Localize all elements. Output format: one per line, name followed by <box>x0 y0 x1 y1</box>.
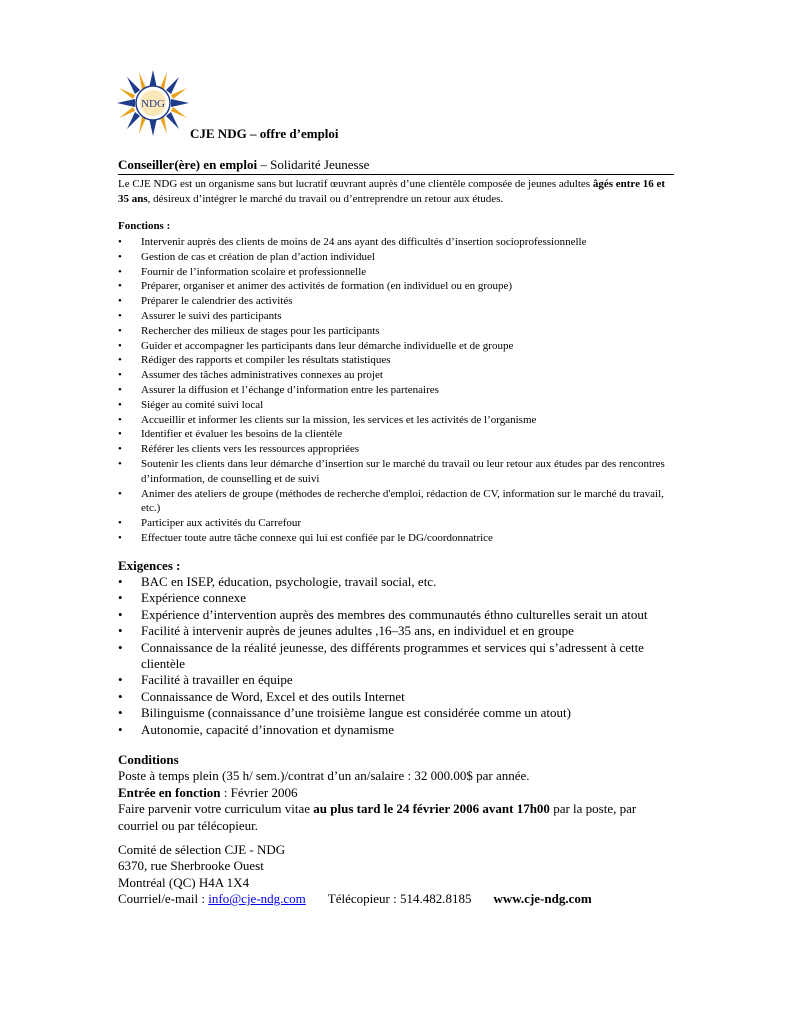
sun-logo-icon <box>115 68 191 138</box>
page-title: CJE NDG – offre d’emploi <box>190 126 339 141</box>
intro-text-1: Le CJE NDG est un organisme sans but lucratif œuvrant auprès d’une clientèle composée de jeunes adultes <box>118 178 593 190</box>
conditions-salary: Poste à temps plein (35 h/ sem.)/contrat d’un an/salaire : 32 000.00$ par année. <box>118 768 530 784</box>
contact-city: Montréal (QC) H4A 1X4 <box>118 874 250 890</box>
conditions-heading: Conditions <box>118 752 179 767</box>
list-item: • Bilinguisme (connaissance d’une troisième langue est considérée comme un atout) <box>118 705 678 721</box>
list-item: • BAC en ISEP, éducation, psychologie, travail social, etc. <box>118 574 678 590</box>
list-item: • Siéger au comité suivi local <box>118 398 678 413</box>
logo-text: NDG <box>141 98 165 110</box>
list-item: • Guider et accompagner les participants dans leur démarche individuelle et de groupe <box>118 339 678 354</box>
list-item: • Fournir de l’information scolaire et professionnelle <box>118 265 678 280</box>
start-value: : Février 2006 <box>220 784 298 800</box>
list-item: • Gestion de cas et création de plan d’action individuel <box>118 250 678 265</box>
list-item: • Expérience connexe <box>118 590 678 606</box>
email-label: Courriel/e-mail : <box>118 891 209 907</box>
exigences-heading: Exigences : <box>118 558 181 573</box>
list-item: • Rédiger des rapports et compiler les résultats statistiques <box>118 353 678 368</box>
list-item: • Soutenir les clients dans leur démarche d’insertion sur le marché du travail ou leur retour aux études par des rencontres d’information, de counselling et de suivi <box>118 457 678 487</box>
list-item: • Facilité à intervenir auprès de jeunes adultes ,16–35 ans, en individuel et en groupe <box>118 623 678 639</box>
intro-paragraph <box>118 177 678 207</box>
contact-street: 6370, rue Sherbrooke Ouest <box>118 858 264 874</box>
cje-ndg-logo <box>115 68 191 138</box>
fax-number: Télécopieur : 514.482.8185 <box>327 891 472 907</box>
list-item: • Assurer la diffusion et l’échange d’information entre les partenaires <box>118 383 678 398</box>
job-title-rest: – Solidarité Jeunesse <box>257 157 370 172</box>
list-item: • Assurer le suivi des participants <box>118 309 678 324</box>
list-item: • Intervenir auprès des clients de moins de 24 ans ayant des difficultés d’insertion socioprofessionnelle <box>118 235 678 250</box>
list-item: • Préparer, organiser et animer des activités de formation (en individuel ou en groupe) <box>118 279 678 294</box>
conditions-section <box>118 752 678 834</box>
list-item: • Préparer le calendrier des activités <box>118 294 678 309</box>
intro-text-2: , désireux d’intégrer le marché du travail ou d’entreprendre un retour aux études. <box>147 193 504 205</box>
list-item: • Effectuer toute autre tâche connexe qui lui est confiée par le DG/coordonnatrice <box>118 531 678 546</box>
exigences-list <box>118 574 678 738</box>
list-item: • Participer aux activités du Carrefour <box>118 516 678 531</box>
contact-line <box>118 891 718 907</box>
conditions-start <box>118 785 678 801</box>
contact-committee: Comité de sélection CJE - NDG <box>118 842 286 857</box>
list-item: • Accueillir et informer les clients sur la mission, les services et les activités de l’organisme <box>118 413 678 428</box>
conditions-apply <box>118 801 678 834</box>
start-label: Entrée en fonction <box>118 784 221 800</box>
list-item: • Facilité à travailler en équipe <box>118 672 678 688</box>
apply-text-1: Faire parvenir votre curriculum vitae <box>118 801 314 817</box>
list-item: • Rechercher des milieux de stages pour les participants <box>118 324 678 339</box>
job-title <box>118 157 674 175</box>
apply-deadline: au plus tard le 24 février 2006 avant 17h00 <box>313 801 550 817</box>
list-item: • Autonomie, capacité d’innovation et dynamisme <box>118 722 678 738</box>
list-item: • Animer des ateliers de groupe (méthodes de recherche d'emploi, rédaction de CV, information sur le marché du travail, etc.) <box>118 487 678 517</box>
fonctions-list <box>118 235 678 546</box>
list-item: • Assumer des tâches administratives connexes au projet <box>118 368 678 383</box>
list-item: • Connaissance de la réalité jeunesse, des différents programmes et services qui s’adressent à cette clientèle <box>118 640 678 673</box>
list-item: • Expérience d’intervention auprès des membres des communautés éthno culturelles serait un atout <box>118 607 678 623</box>
intro-text-bold: âgés entre 16 et 35 ans <box>118 178 665 205</box>
website-link[interactable]: www.cje-ndg.com <box>493 891 592 907</box>
list-item: • Identifier et évaluer les besoins de la clientèle <box>118 427 678 442</box>
email-link[interactable]: info@cje-ndg.com <box>208 891 306 907</box>
apply-text-2: par la poste, par courriel ou par télécopieur. <box>118 801 637 833</box>
job-title-bold: Conseiller(ère) en emploi <box>118 157 258 172</box>
list-item: • Référer les clients vers les ressources appropriées <box>118 442 678 457</box>
fonctions-heading: Fonctions : <box>118 220 171 232</box>
list-item: • Connaissance de Word, Excel et des outils Internet <box>118 689 678 705</box>
contact-block <box>118 842 718 908</box>
